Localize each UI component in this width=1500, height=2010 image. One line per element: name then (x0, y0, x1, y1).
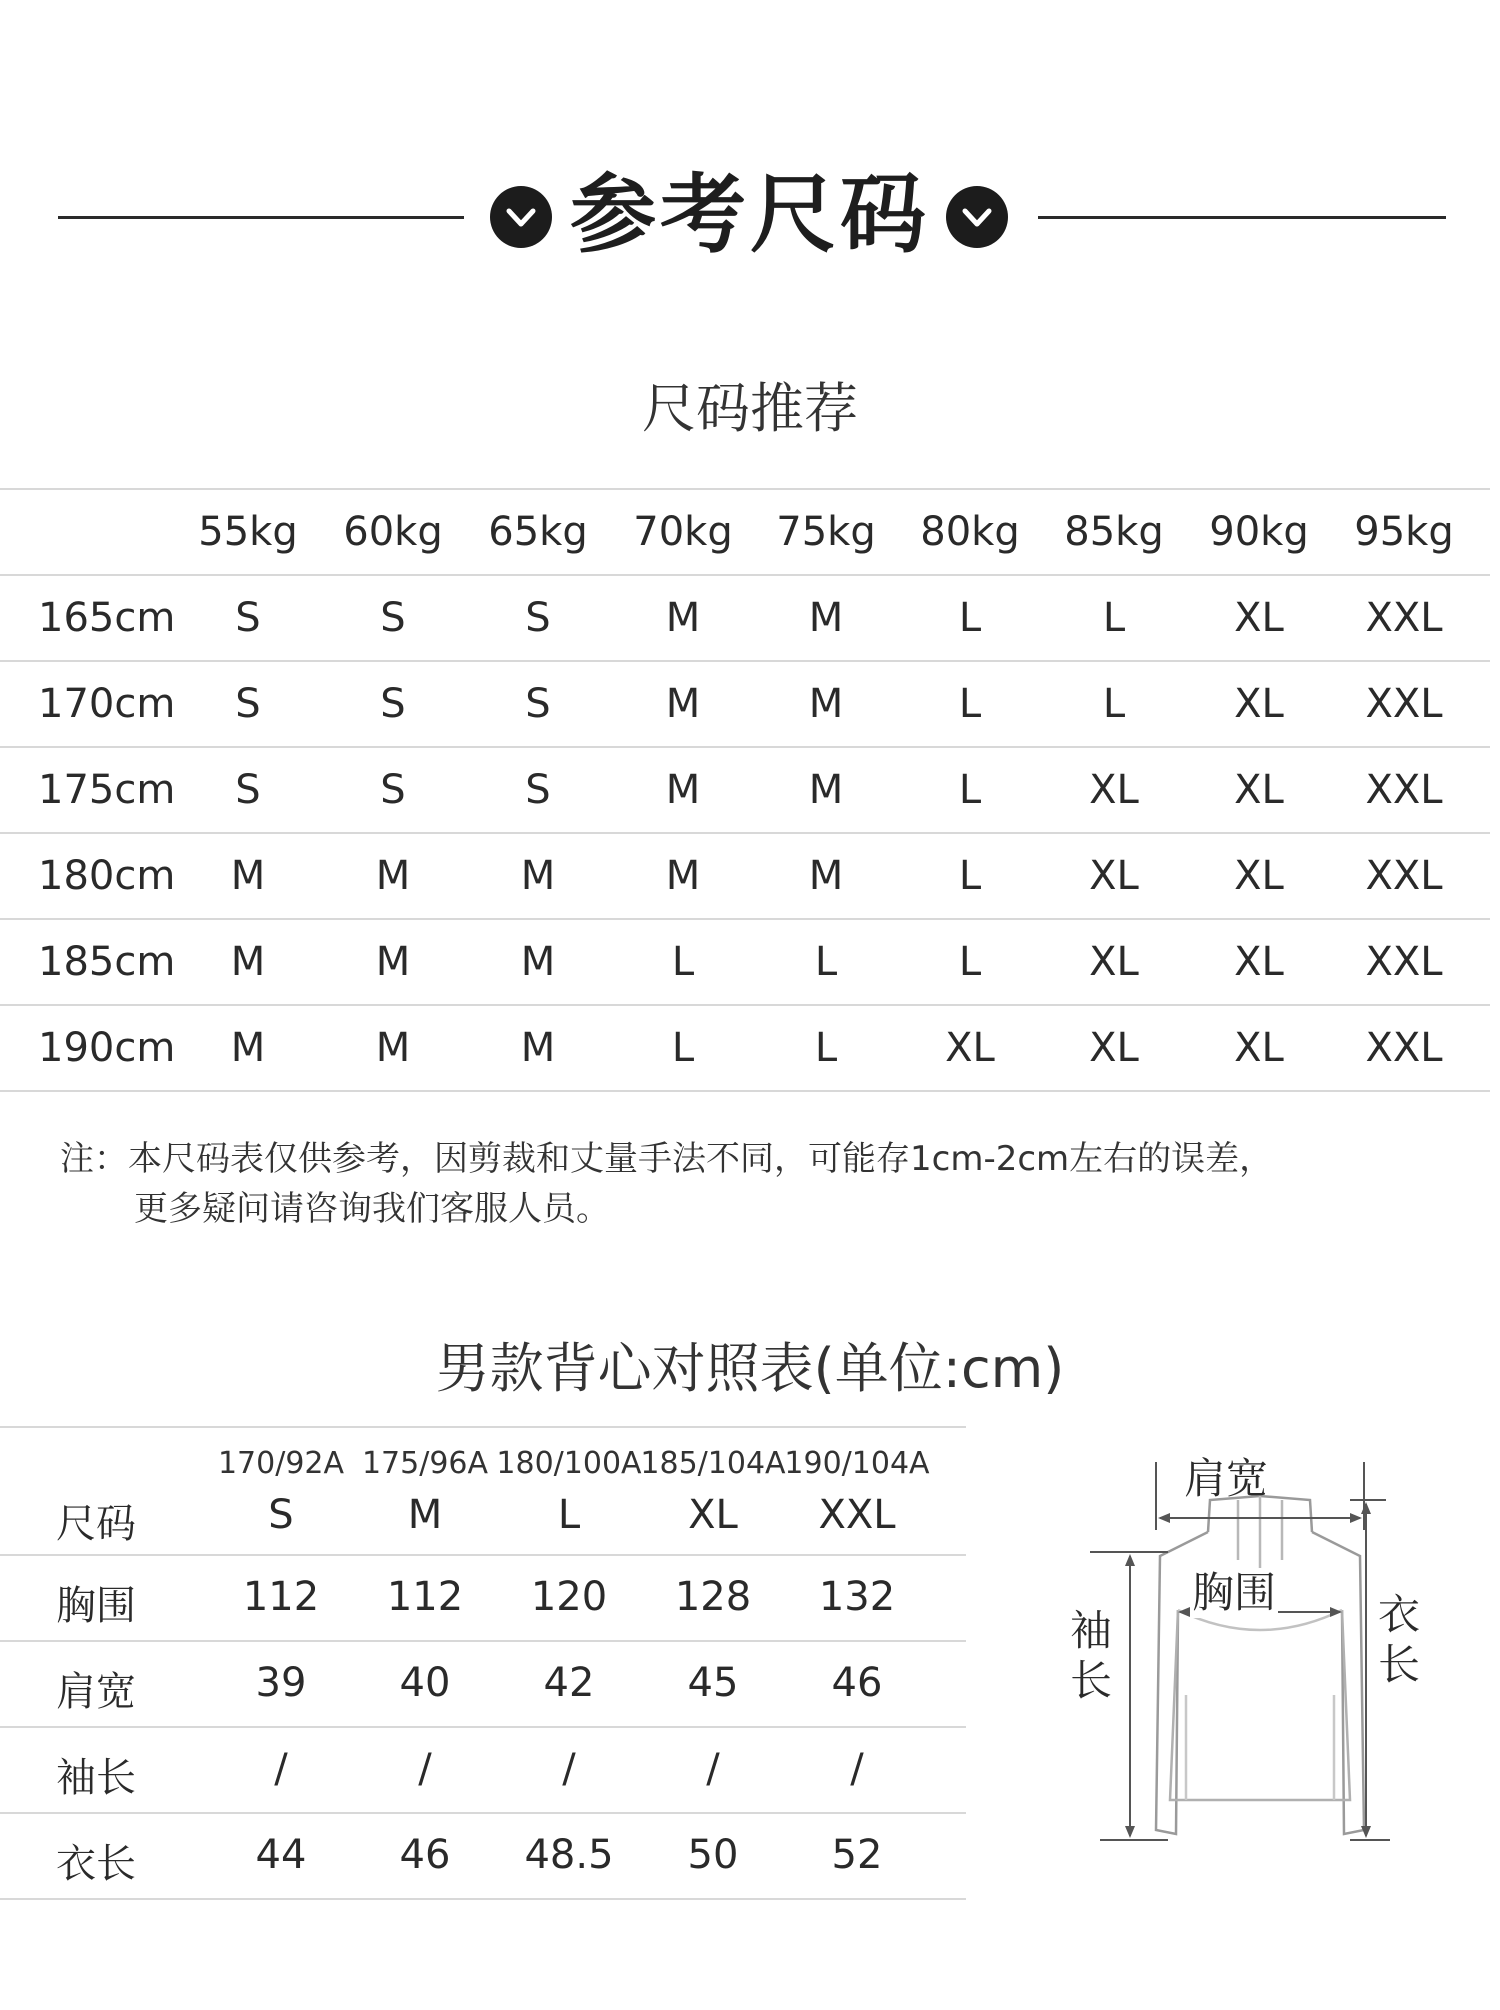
size-cell: XL (1234, 595, 1284, 641)
value-cell: 46 (831, 1660, 883, 1706)
chest-label: 胸围 (1192, 1568, 1277, 1617)
weight-header: 85kg (1064, 509, 1164, 555)
size-cell: S (235, 595, 261, 641)
size-cell: M (808, 767, 844, 813)
value-cell: 52 (831, 1832, 883, 1878)
value-cell: 50 (687, 1832, 739, 1878)
measure-title: 男款背心对照表(单位:cm) (435, 1337, 1065, 1400)
weight-header: 90kg (1209, 509, 1309, 555)
value-cell: / (850, 1746, 864, 1792)
spec-label: 170/92A (217, 1446, 345, 1481)
size-cell: L (1102, 595, 1126, 641)
weight-header: 55kg (198, 509, 298, 555)
size-cell: S (235, 767, 261, 813)
header-divider-left (58, 216, 464, 219)
size-cell: XL (1234, 939, 1284, 985)
measurement-table (0, 1426, 966, 1900)
size-cell: XL (1089, 853, 1139, 899)
spec-label: 180/100A (496, 1446, 642, 1481)
value-cell: / (562, 1746, 576, 1792)
size-row-label: 尺码 (56, 1501, 136, 1547)
size-cell: L (958, 767, 982, 813)
size-cell: M (520, 853, 556, 899)
size-cell: M (375, 939, 411, 985)
chevron-down-icon (946, 186, 1008, 248)
size-cell: M (375, 853, 411, 899)
size-recommend-table (0, 488, 1490, 1092)
height-cell: 190cm (38, 1025, 176, 1071)
value-cell: 48.5 (524, 1832, 614, 1878)
size-cell: XXL (1365, 681, 1443, 727)
value-cell: 120 (530, 1574, 608, 1620)
weight-header: 95kg (1354, 509, 1454, 555)
page-title: 参考尺码 (570, 165, 930, 265)
length-label: 长 (1378, 1640, 1421, 1689)
size-cell: M (808, 853, 844, 899)
size-cell: L (958, 595, 982, 641)
size-cell: XXL (1365, 595, 1443, 641)
size-cell: M (808, 595, 844, 641)
value-cell: 46 (399, 1832, 451, 1878)
size-cell: L (1102, 681, 1126, 727)
value-cell: 112 (386, 1574, 464, 1620)
size-cell: S (525, 767, 551, 813)
size-cell: L (814, 939, 838, 985)
size-cell: S (380, 681, 406, 727)
row-label: 衣长 (56, 1841, 136, 1887)
size-cell: XXL (1365, 939, 1443, 985)
weight-header: 65kg (488, 509, 588, 555)
size-cell: L (814, 1025, 838, 1071)
sleeve-label: 长 (1070, 1656, 1113, 1705)
spec-label: 190/104A (784, 1446, 930, 1481)
size-cell: L (958, 853, 982, 899)
weight-header: 75kg (776, 509, 876, 555)
height-cell: 180cm (38, 853, 176, 899)
size-cell: XXL (1365, 853, 1443, 899)
size-cell: M (665, 767, 701, 813)
disclaimer-note (60, 1134, 1460, 1234)
garment-measurement-diagram (1060, 1454, 1440, 1860)
spec-label: 175/96A (361, 1446, 489, 1481)
size-cell: XXL (1365, 767, 1443, 813)
size-cell: M (665, 853, 701, 899)
value-cell: / (706, 1746, 720, 1792)
table-row (0, 1726, 966, 1812)
size-cell: L (958, 681, 982, 727)
value-cell: 128 (674, 1574, 752, 1620)
size-cell: M (375, 1025, 411, 1071)
size-cell: M (520, 939, 556, 985)
size-cell: L (671, 939, 695, 985)
size-cell: XL (1089, 1025, 1139, 1071)
height-cell: 170cm (38, 681, 176, 727)
size-cell: L (557, 1492, 581, 1538)
size-cell: M (407, 1492, 443, 1538)
size-cell: M (520, 1025, 556, 1071)
size-cell: XL (1234, 681, 1284, 727)
value-cell: / (274, 1746, 288, 1792)
size-cell: S (268, 1492, 294, 1538)
table-row (0, 1640, 966, 1726)
table-row (0, 1004, 1490, 1092)
size-cell: XL (688, 1492, 738, 1538)
weight-header: 60kg (343, 509, 443, 555)
size-cell: XXL (818, 1492, 896, 1538)
size-cell: XL (1089, 767, 1139, 813)
table-header-row (0, 488, 1490, 574)
recommend-title: 尺码推荐 (642, 377, 858, 440)
value-cell: 40 (399, 1660, 451, 1706)
size-cell: XXL (1365, 1025, 1443, 1071)
row-label: 袖长 (56, 1755, 136, 1801)
table-row (0, 746, 1490, 832)
size-cell: S (525, 681, 551, 727)
note-line: 更多疑问请咨询我们客服人员。 (134, 1189, 610, 1229)
value-cell: 42 (543, 1660, 595, 1706)
height-cell: 175cm (38, 767, 176, 813)
size-cell: M (665, 681, 701, 727)
note-line: 注：本尺码表仅供参考，因剪裁和丈量手法不同，可能存1cm-2cm左右的误差， (60, 1139, 1274, 1179)
size-cell: XL (1234, 1025, 1284, 1071)
value-cell: / (418, 1746, 432, 1792)
height-cell: 185cm (38, 939, 176, 985)
table-row (0, 918, 1490, 1004)
size-cell: L (958, 939, 982, 985)
size-cell: XL (945, 1025, 995, 1071)
table-row (0, 832, 1490, 918)
chevron-down-icon (490, 186, 552, 248)
size-cell: S (380, 767, 406, 813)
table-row (0, 1554, 966, 1640)
size-cell: XL (1234, 853, 1284, 899)
spec-label: 185/104A (640, 1446, 786, 1481)
size-cell: M (230, 1025, 266, 1071)
value-cell: 132 (818, 1574, 896, 1620)
table-row (0, 574, 1490, 660)
size-cell: XL (1234, 767, 1284, 813)
size-cell: L (671, 1025, 695, 1071)
value-cell: 39 (255, 1660, 307, 1706)
size-cell: S (235, 681, 261, 727)
height-cell: 165cm (38, 595, 176, 641)
length-label: 衣 (1378, 1590, 1421, 1639)
table-row (0, 1812, 966, 1900)
weight-header: 80kg (920, 509, 1020, 555)
value-cell: 112 (242, 1574, 320, 1620)
sleeve-label: 袖 (1070, 1606, 1113, 1655)
header-divider-right (1038, 216, 1446, 219)
size-cell: S (380, 595, 406, 641)
table-row (0, 660, 1490, 746)
value-cell: 44 (255, 1832, 307, 1878)
size-cell: XL (1089, 939, 1139, 985)
row-label: 胸围 (56, 1583, 136, 1629)
weight-header: 70kg (633, 509, 733, 555)
value-cell: 45 (687, 1660, 739, 1706)
size-cell: M (230, 853, 266, 899)
table-header-row (0, 1426, 966, 1554)
size-cell: M (230, 939, 266, 985)
shoulder-width-label: 肩宽 (1184, 1454, 1269, 1503)
size-cell: M (808, 681, 844, 727)
size-cell: S (525, 595, 551, 641)
size-cell: M (665, 595, 701, 641)
row-label: 肩宽 (56, 1669, 136, 1715)
header (0, 150, 1500, 280)
